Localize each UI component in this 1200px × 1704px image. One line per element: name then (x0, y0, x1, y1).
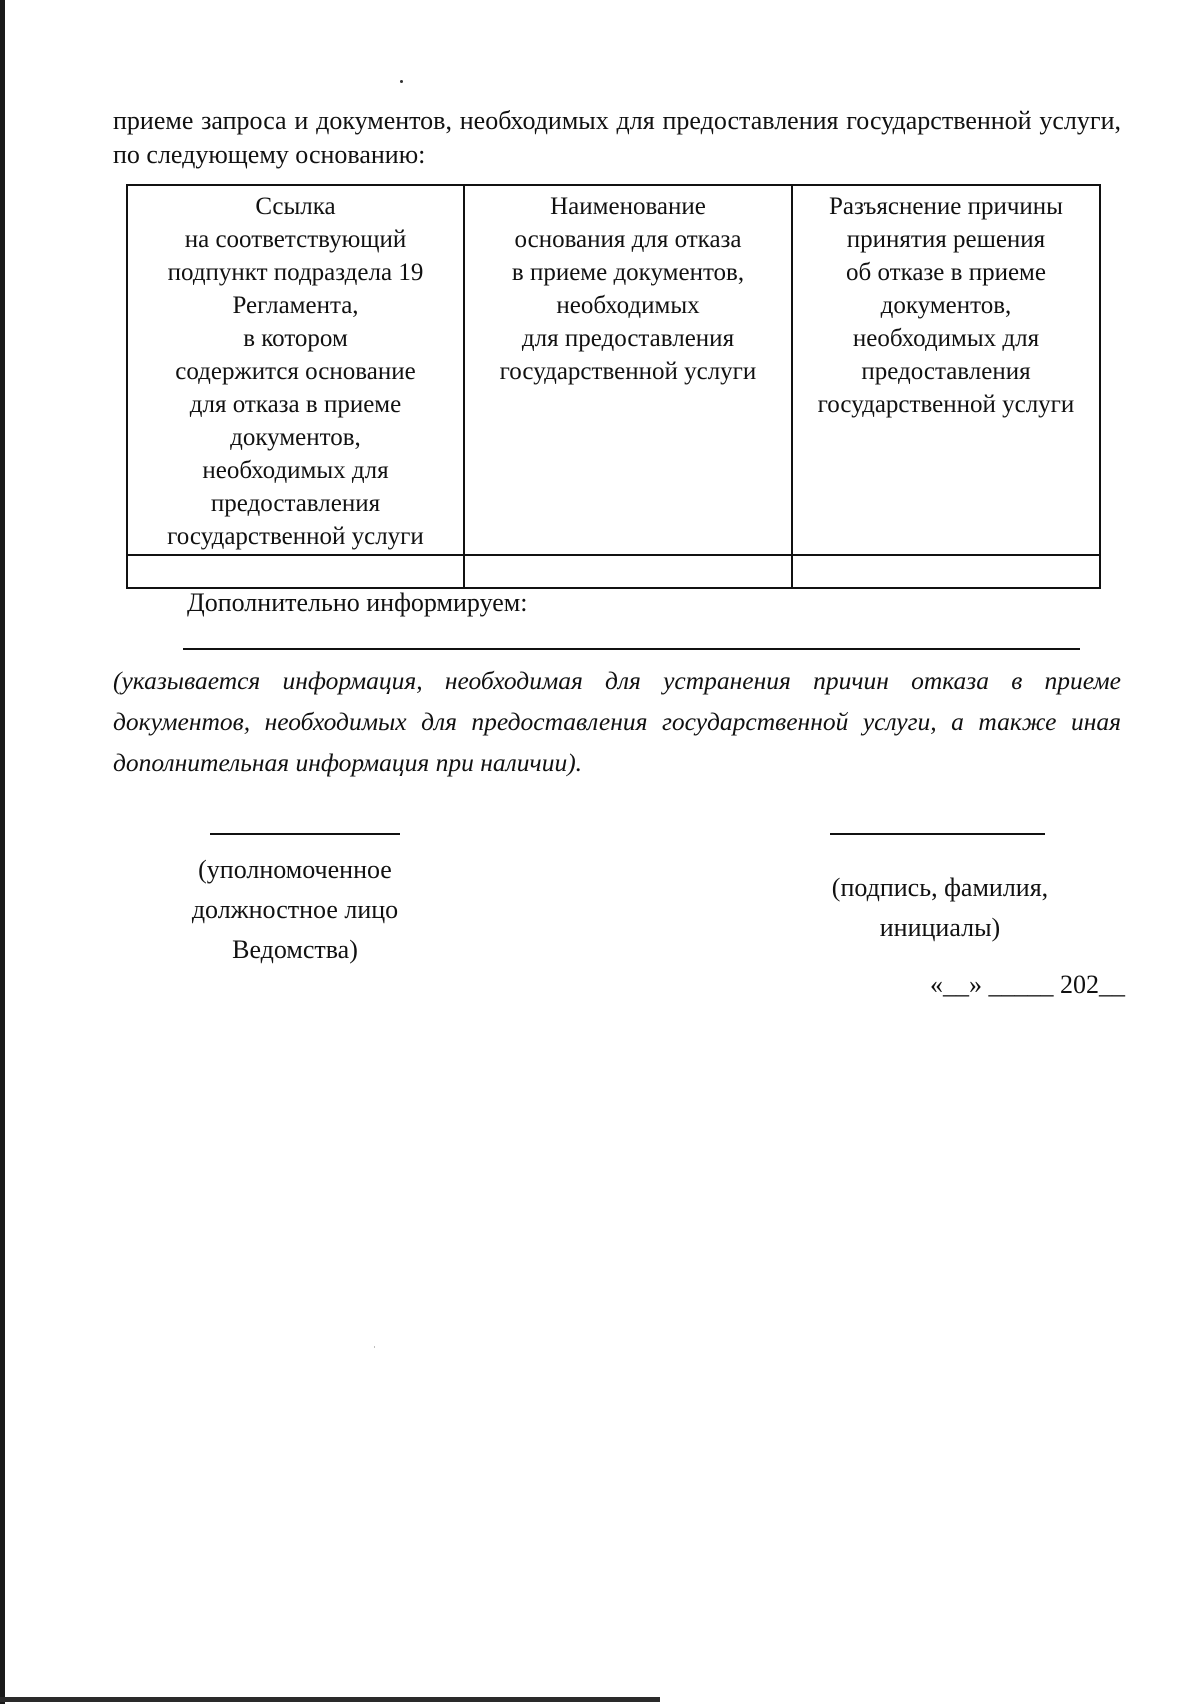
refusal-reasons-table (126, 184, 1101, 589)
intro-paragraph: приеме запроса и документов, необходимых для предоставления государственной услуги, по следующему основанию: (113, 106, 1121, 169)
scan-speck (400, 80, 403, 83)
additional-info-note: (указывается информация, необходимая для устранения причин отказа в приеме документов, необходимых для предоставления государственной услуги, а также иная дополнительная информация при наличии). (113, 666, 1121, 777)
signature-blank-line (830, 833, 1045, 835)
header-cell-explanation (792, 185, 1100, 555)
header-cell-reason-name (464, 185, 792, 555)
date-field: «__» _____ 202__ (930, 970, 1125, 999)
header-cell-text: Наименование основания для отказа в приеме документов, необходимых для предоставления государственной услуги (499, 193, 757, 385)
signature-caption: (подпись, фамилия, инициалы) (831, 873, 1049, 942)
official-blank-line (210, 833, 400, 835)
table-cell (127, 555, 464, 588)
table-header-row (127, 185, 1100, 555)
scan-edge-left (0, 0, 5, 1704)
additional-info-label: Дополнительно информируем: (187, 588, 528, 617)
header-cell-text: Ссылка на соответствующий подпункт подраздела 19 Регламента, в котором содержится основание для отказа в приеме документов, необходимых для предоставления государственной услуги (167, 193, 424, 550)
table-row (127, 555, 1100, 588)
header-cell-reference (127, 185, 464, 555)
additional-info-blank-line (183, 648, 1080, 650)
scan-speck (374, 1346, 375, 1348)
official-caption: (уполномоченное должностное лицо Ведомства) (191, 855, 399, 964)
header-cell-text: Разъяснение причины принятия решения об отказе в приеме документов, необходимых для предоставления государственной услуги (817, 193, 1075, 418)
table-cell (464, 555, 792, 588)
scan-edge-bottom (0, 1697, 660, 1702)
table-cell (792, 555, 1100, 588)
